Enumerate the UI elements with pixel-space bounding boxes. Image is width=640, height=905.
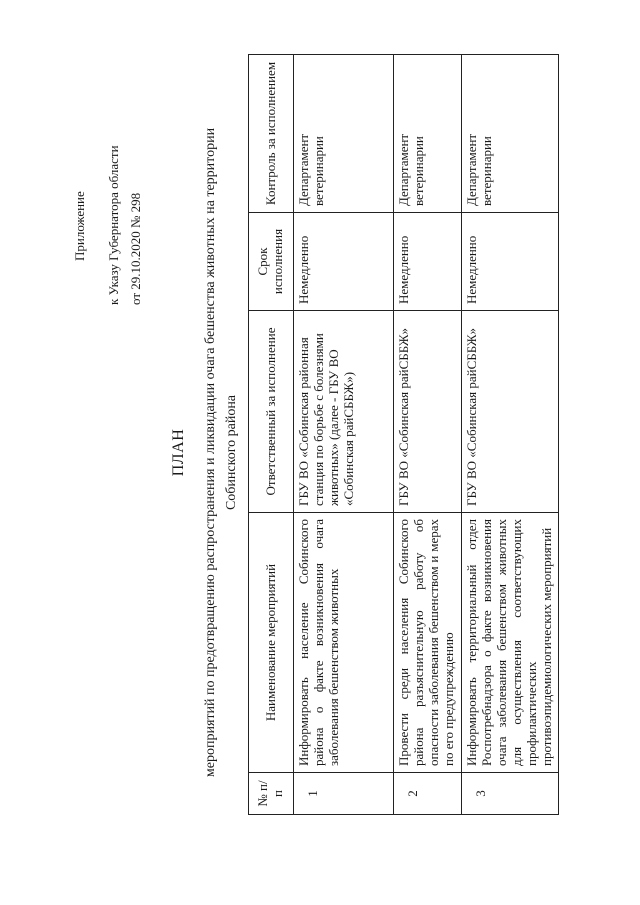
header-deadline: Срок исполнения — [249, 213, 294, 311]
plan-title: ПЛАН — [170, 428, 187, 477]
plan-subtitle: мероприятий по предотвращению распространения и ликвидации очага бешенства животных на территории — [203, 127, 218, 778]
row-deadline: Немедленно — [462, 213, 559, 311]
row-deadline: Немедленно — [394, 213, 462, 311]
table-row — [294, 55, 394, 815]
row-number: 3 — [462, 773, 559, 815]
header-number: № п/п — [249, 773, 294, 815]
plan-table — [248, 54, 559, 815]
appendix-title: Приложение — [72, 191, 87, 261]
header-control: Контроль за исполнением — [249, 55, 294, 213]
row-number: 1 — [294, 773, 394, 815]
row-control: Департамент ветеринарии — [394, 55, 462, 213]
plan-subtitle-district: Собинского района — [224, 394, 239, 511]
table-row — [462, 55, 559, 815]
row-responsible: ГБУ ВО «Собинская райСББЖ» — [462, 311, 559, 513]
row-measure-name: Информировать население Собинского района о факте возникновения очага заболевания бешенством животных — [294, 513, 394, 773]
row-measure-name: Провести среди населения Собинского района разъяснительную работу об опасности заболевания бешенством и мерах по его предупреждению — [394, 513, 462, 773]
table-row — [394, 55, 462, 815]
row-responsible: ГБУ ВО «Собинская райСББЖ» — [394, 311, 462, 513]
table-header-row — [249, 55, 294, 815]
row-deadline: Немедленно — [294, 213, 394, 311]
appendix-decree-reference: к Указу Губернатора области — [106, 145, 121, 305]
row-control: Департамент ветеринарии — [294, 55, 394, 213]
row-responsible: ГБУ ВО «Собинская районная станция по борьбе с болезнями животных» (далее - ГБУ ВО «Собинская райСББЖ») — [294, 311, 394, 513]
row-measure-name: Информировать территориальный отдел Роспотребнадзора о факте возникновения очага заболевания бешенством животных для осуществления соответствующих профилактических противоэпидемиологических мероприятий — [462, 513, 559, 773]
appendix-date-number: от 29.10.2020 № 298 — [128, 192, 143, 305]
row-control: Департамент ветеринарии — [462, 55, 559, 213]
row-number: 2 — [394, 773, 462, 815]
header-responsible: Ответственный за исполнение — [249, 311, 294, 513]
header-measure-name: Наименование мероприятий — [249, 513, 294, 773]
